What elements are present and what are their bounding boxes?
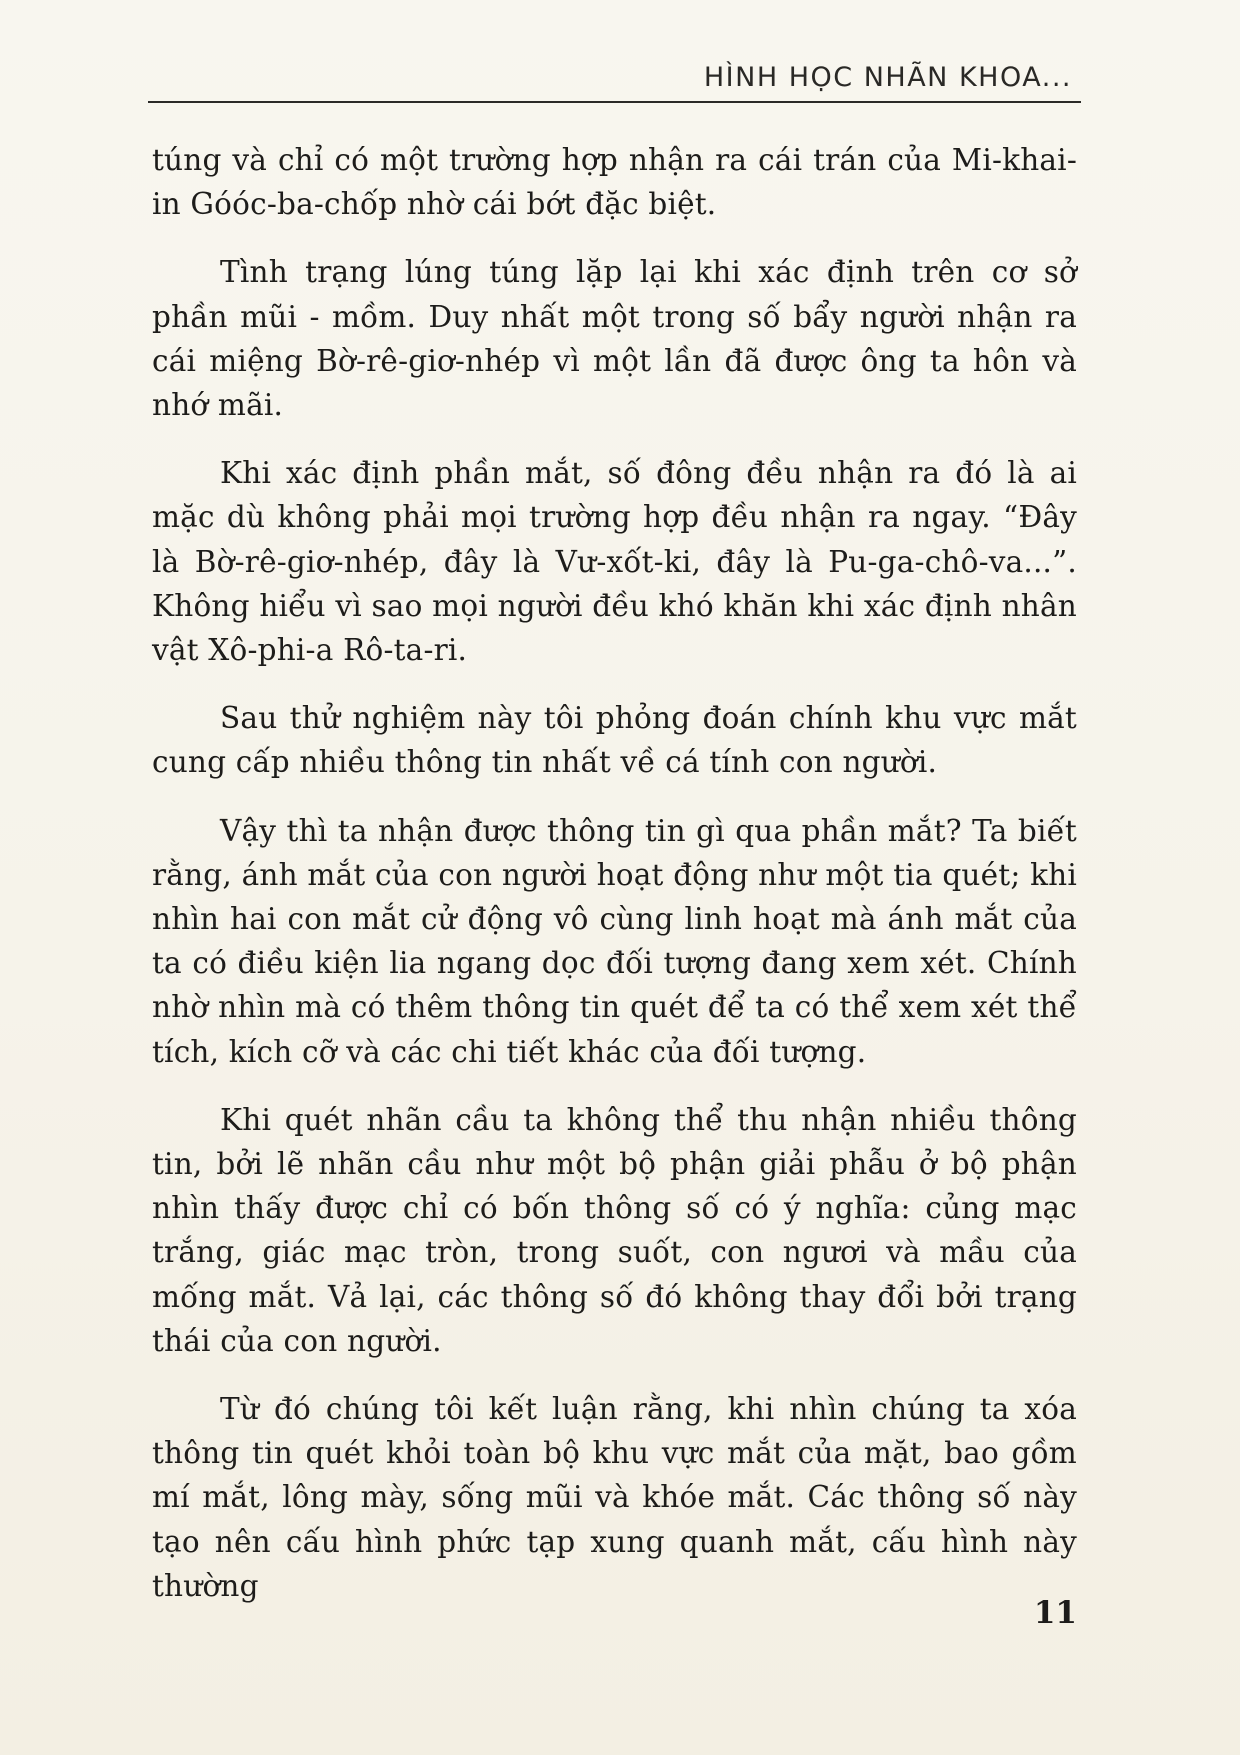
page-number: 11: [1033, 1595, 1077, 1631]
paragraph: Vậy thì ta nhận được thông tin gì qua phần mắt? Ta biết rằng, ánh mắt của con người hoạt động như một tia quét; khi nhìn hai con mắt cử động vô cùng linh hoạt mà ánh mắt của ta có điều kiện lia ngang dọc đối tượng đang xem xét. Chính nhờ nhìn mà có thêm thông tin quét để ta có thể xem xét thể tích, kích cỡ và các chi tiết khác của đối tượng.: [152, 813, 1077, 1069]
body-text: [152, 138, 1077, 1632]
paragraph: Sau thử nghiệm này tôi phỏng đoán chính khu vực mắt cung cấp nhiều thông tin nhất về cá tính con người.: [152, 701, 1077, 780]
header-divider: [148, 101, 1081, 103]
paragraph: Tình trạng lúng túng lặp lại khi xác định trên cơ sở phần mũi - mồm. Duy nhất một trong số bẩy người nhận ra cái miệng Bờ-rê-giơ-nhép vì một lần đã được ông ta hôn và nhớ mãi.: [152, 255, 1077, 423]
running-header-title: HÌNH HỌC NHÃN KHOA...: [703, 62, 1072, 93]
paragraph-continued: túng và chỉ có một trường hợp nhận ra cái trán của Mi-khai-in Góóc-ba-chốp nhờ cái bớt đặc biệt.: [152, 143, 1077, 222]
paragraph: Từ đó chúng tôi kết luận rằng, khi nhìn chúng ta xóa thông tin quét khỏi toàn bộ khu vực mắt của mặt, bao gồm mí mắt, lông mày, sống mũi và khóe mắt. Các thông số này tạo nên cấu hình phức tạp xung quanh mắt, cấu hình này thường: [152, 1392, 1077, 1603]
paragraph: Khi quét nhãn cầu ta không thể thu nhận nhiều thông tin, bởi lẽ nhãn cầu như một bộ phận giải phẫu ở bộ phận nhìn thấy được chỉ có bốn thông số có ý nghĩa: củng mạc trắng, giác mạc tròn, trong suốt, con ngươi và mầu của mống mắt. Vả lại, các thông số đó không thay đổi bởi trạng thái của con người.: [152, 1102, 1077, 1358]
paragraph: Khi xác định phần mắt, số đông đều nhận ra đó là ai mặc dù không phải mọi trường hợp đều nhận ra ngay. “Đây là Bờ-rê-giơ-nhép, đây là Vư-xốt-ki, đây là Pu-ga-chô-va...”. Không hiểu vì sao mọi người đều khó khăn khi xác định nhân vật Xô-phi-a Rô-ta-ri.: [152, 456, 1077, 668]
